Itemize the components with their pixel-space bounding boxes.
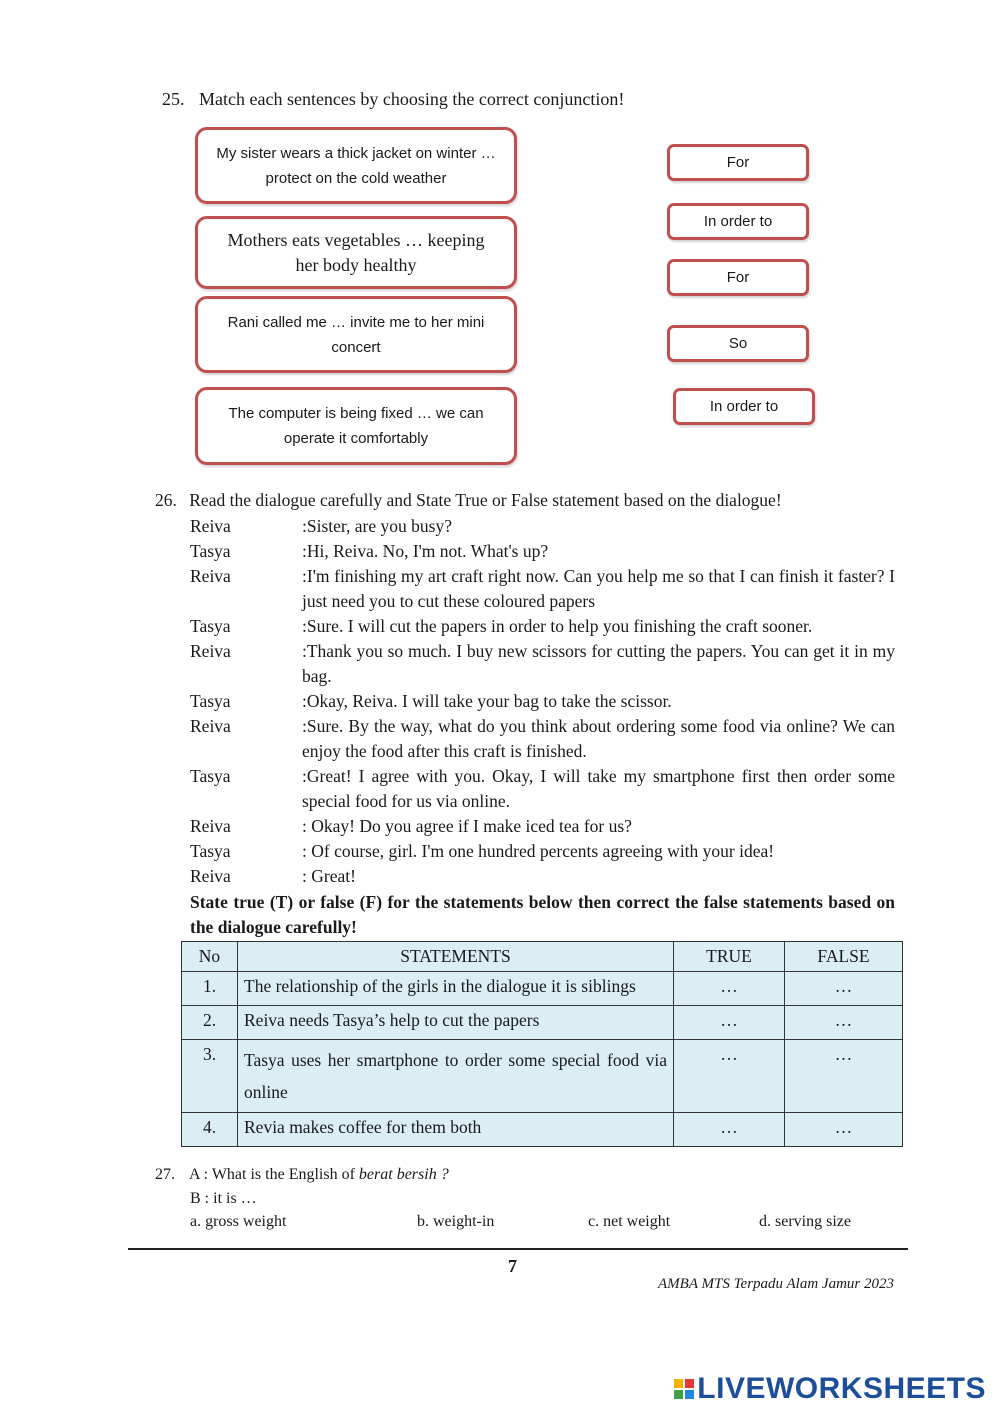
row-statement: Tasya uses her smartphone to order some special food via online [238,1040,674,1113]
false-answer-cell[interactable]: … [785,1006,903,1040]
row-number: 2. [182,1006,238,1040]
row-statement: Revia makes coffee for them both [238,1113,674,1147]
dialogue-speaker: Reiva [190,716,231,736]
table-row [182,972,903,1006]
q26-title: Read the dialogue carefully and State True or False statement based on the dialogue! [189,490,782,510]
dialogue-text: : Okay! Do you agree if I make iced tea for us? [302,816,632,836]
q27-question [155,1166,449,1184]
header-true: TRUE [674,942,785,972]
sentence-box-3[interactable] [195,296,517,373]
q27-option-b[interactable]: b. weight-in [417,1213,495,1230]
dialogue-text: :Okay, Reiva. I will take your bag to take the scissor. [302,691,672,711]
dialogue-line [190,614,895,639]
dialogue-speaker: Reiva [190,641,231,661]
conjunction-text-5: In order to [709,398,779,415]
q27-option-c[interactable]: c. net weight [588,1213,671,1230]
logo-square-l [674,1379,683,1388]
dialogue-text: :I'm finishing my art craft right now. Can you help me so that I can finish it faster? I just need you to cut these coloured papers [302,566,895,611]
conjunction-text-4: So [728,335,748,352]
table-row [182,1113,903,1147]
dialogue-line [190,514,895,539]
logo-square-i [685,1379,694,1388]
dialogue-line [190,839,895,864]
table-header-row [182,942,903,972]
sentence-box-4[interactable] [195,387,517,465]
q27-option-a[interactable]: a. gross weight [190,1213,287,1230]
row-statement: The relationship of the girls in the dialogue it is siblings [238,972,674,1006]
sentence-text-3: Rani called me … invite me to her mini concert [227,313,485,356]
dialogue-speaker: Reiva [190,516,231,536]
dialogue-line [190,714,895,764]
dialogue-line [190,564,895,614]
liveworksheets-logo-icon [674,1379,694,1399]
dialogue-speaker: Tasya [190,766,231,786]
row-number: 3. [182,1040,238,1113]
conjunction-box-3[interactable] [667,259,809,296]
liveworksheets-logo [674,1372,986,1406]
dialogue-speaker: Tasya [190,616,231,636]
q25-header [162,89,624,110]
page-number: 7 [508,1256,517,1276]
dialogue-line [190,539,895,564]
q26-instruction: State true (T) or false (F) for the statements below then correct the false statements based on the dialogue carefully! [190,892,895,937]
header-false: FALSE [785,942,903,972]
conjunction-box-5[interactable] [673,388,815,425]
q26-header [155,490,782,511]
true-answer-cell[interactable]: … [674,972,785,1006]
dialogue-text: :Great! I agree with you. Okay, I will take my smartphone first then order some special food for us via online. [302,766,895,811]
true-answer-cell[interactable]: … [674,1113,785,1147]
dialogue-line [190,689,895,714]
q27-italic-term: berat bersih ? [358,1166,449,1183]
q25-number: 25. [162,89,185,109]
liveworksheets-logo-text: LIVEWORKSHEETS [697,1372,986,1405]
dialogue-text: : Of course, girl. I'm one hundred percents agreeing with your idea! [302,841,775,861]
conjunction-text-2: In order to [703,213,773,230]
dialogue-line [190,764,895,814]
dialogue-text: :Sure. By the way, what do you think about ordering some food via online? We can enjoy the food after this craft is finished. [302,716,895,761]
statements-table [181,941,903,1147]
false-answer-cell[interactable]: … [785,972,903,1006]
sentence-box-2[interactable] [195,216,517,289]
conjunction-box-2[interactable] [667,203,809,240]
row-number: 1. [182,972,238,1006]
conjunction-text-1: For [726,154,750,171]
dialogue-speaker: Reiva [190,566,231,586]
table-row [182,1040,903,1113]
dialogue-speaker: Tasya [190,541,231,561]
row-number: 4. [182,1113,238,1147]
dialogue-line [190,814,895,839]
true-answer-cell[interactable]: … [674,1040,785,1113]
q26-number: 26. [155,490,177,510]
row-statement: Reiva needs Tasya’s help to cut the papers [238,1006,674,1040]
header-statements: STATEMENTS [238,942,674,972]
false-answer-cell[interactable]: … [785,1113,903,1147]
q27-answer-line: B : it is … [190,1190,257,1207]
conjunction-box-4[interactable] [667,325,809,362]
q27-prefix: A : What is the English of [189,1166,359,1183]
sentence-text-2: Mothers eats vegetables … keeping her body healthy [227,229,485,275]
sentence-text-1: My sister wears a thick jacket on winter … protect on the cold weather [216,144,496,187]
dialogue-text: : Great! [302,866,356,886]
q27-number: 27. [155,1166,175,1183]
true-answer-cell[interactable]: … [674,1006,785,1040]
dialogue-speaker: Tasya [190,691,231,711]
dialogue-speaker: Tasya [190,841,231,861]
footer-source: AMBA MTS Terpadu Alam Jamur 2023 [658,1276,894,1292]
table-row [182,1006,903,1040]
dialogue-speaker: Reiva [190,816,231,836]
dialogue-text: :Sure. I will cut the papers in order to help you finishing the craft sooner. [302,616,813,636]
false-answer-cell[interactable]: … [785,1040,903,1113]
dialogue-speaker: Reiva [190,866,231,886]
header-no: No [182,942,238,972]
q25-title: Match each sentences by choosing the correct conjunction! [199,89,625,109]
dialogue-text: :Hi, Reiva. No, I'm not. What's up? [302,541,549,561]
logo-square-v [674,1390,683,1399]
conjunction-box-1[interactable] [667,144,809,181]
dialogue-line [190,864,895,889]
q27-option-d[interactable]: d. serving size [759,1213,851,1230]
dialogue-text: :Sister, are you busy? [302,516,452,536]
logo-square-e [685,1390,694,1399]
dialogue-line [190,639,895,689]
footer-divider [128,1248,908,1250]
sentence-text-4: The computer is being fixed … we can operate it comfortably [228,405,484,447]
sentence-box-1[interactable] [195,127,517,204]
conjunction-text-3: For [726,269,750,286]
dialogue-text: :Thank you so much. I buy new scissors for cutting the papers. You can get it in my bag. [302,641,895,686]
